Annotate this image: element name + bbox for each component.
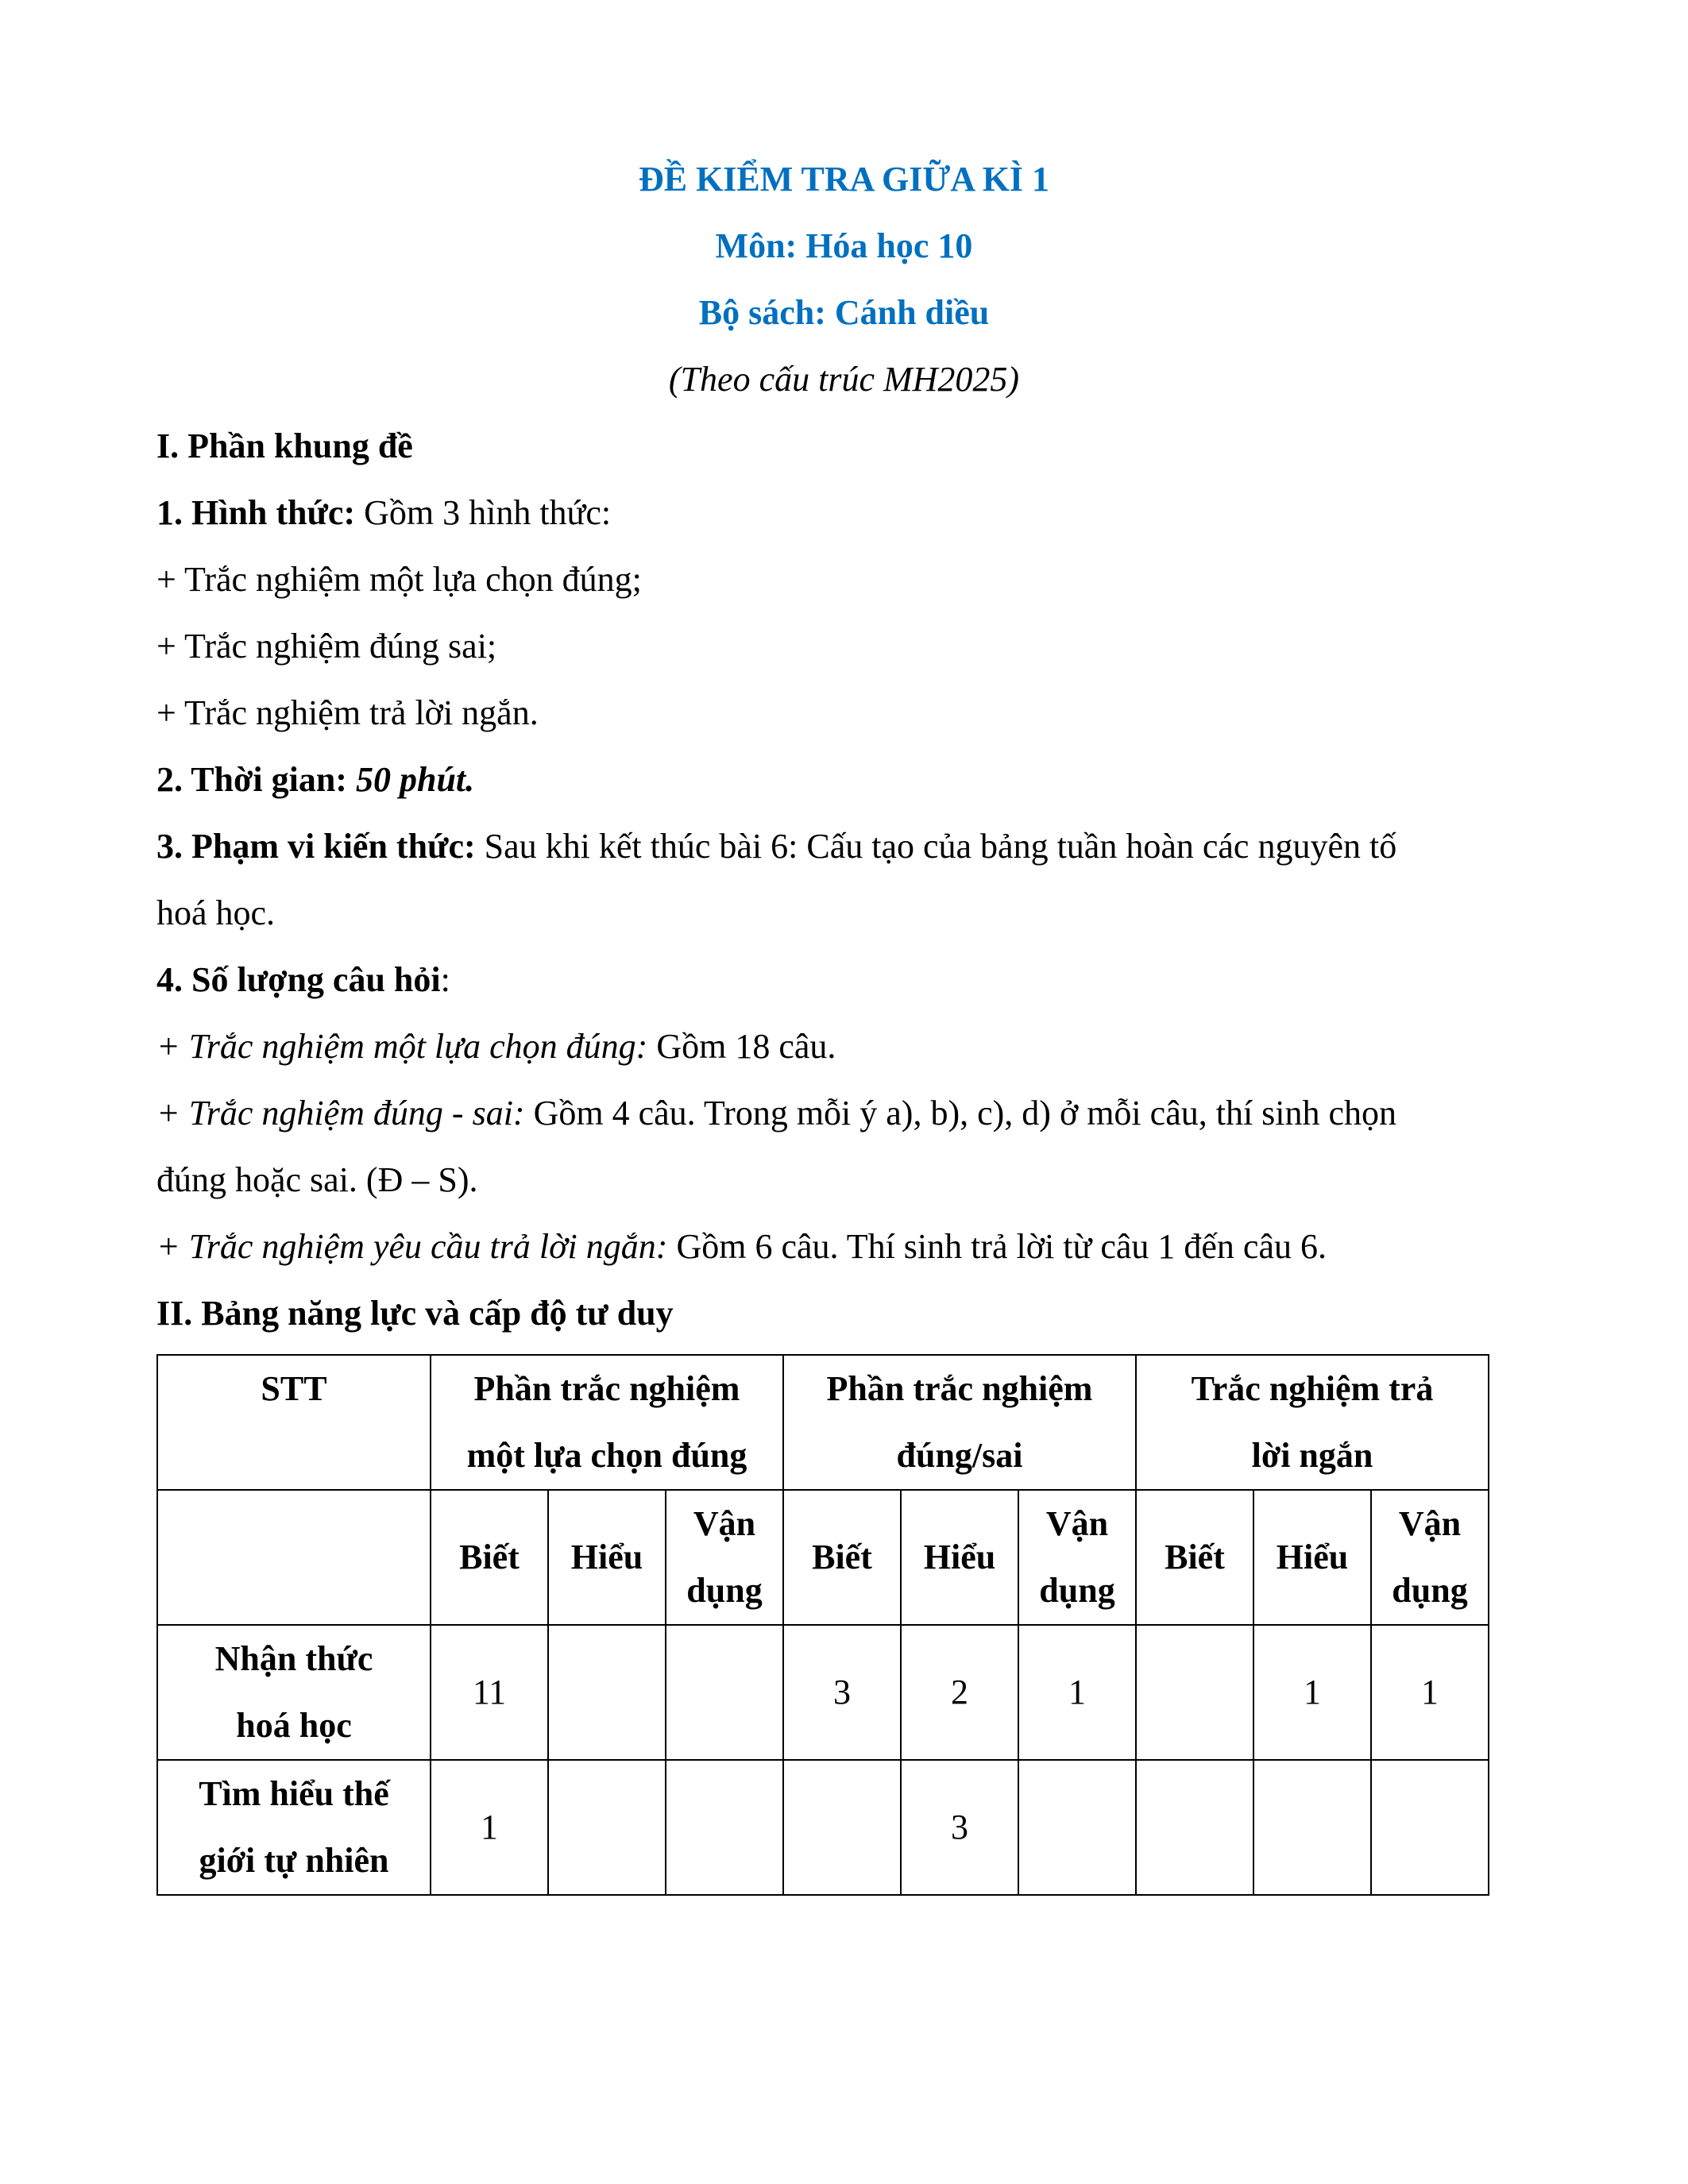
table-cell: 1: [1371, 1625, 1489, 1760]
level-vandung: Vận dụng: [1371, 1490, 1489, 1625]
table-cell: 1: [1253, 1625, 1371, 1760]
table-cell: [548, 1625, 666, 1760]
scope-label: 3. Phạm vi kiến thức:: [156, 827, 476, 866]
level-hieu: Hiểu: [548, 1490, 666, 1625]
count-tf-continued: đúng hoặc sai. (Đ – S).: [156, 1160, 478, 1199]
section1-heading: I. Phần khung đề: [156, 426, 413, 465]
table-cell: [548, 1760, 666, 1895]
count-mc-text: Gồm 18 câu.: [647, 1027, 836, 1066]
table-cell: [666, 1760, 783, 1895]
table-cell: [783, 1760, 901, 1895]
table-level-row: [157, 1490, 1489, 1625]
scope-text-continued: hoá học.: [156, 893, 276, 932]
table-header-row: [157, 1355, 1489, 1490]
scope-text: Sau khi kết thúc bài 6: Cấu tạo của bảng tuần hoàn các nguyên tố: [475, 827, 1397, 866]
form-item: + Trắc nghiệm đúng sai;: [156, 627, 497, 666]
group-header-sa: Trắc nghiệm trả lời ngắn: [1136, 1355, 1489, 1490]
book-title: Bộ sách: Cánh diều: [698, 293, 990, 332]
count-mc: [156, 1024, 1555, 1069]
stt-header: STT: [157, 1355, 431, 1490]
form-text: Gồm 3 hình thức:: [355, 493, 612, 532]
count-sa-label: + Trắc nghiệm yêu cầu trả lời ngắn:: [156, 1227, 668, 1266]
table-cell: [1136, 1625, 1253, 1760]
count-mc-label: + Trắc nghiệm một lựa chọn đúng:: [156, 1027, 648, 1066]
table-cell: 2: [901, 1625, 1018, 1760]
count-tf-text: Gồm 4 câu. Trong mỗi ý a), b), c), d) ở mỗi câu, thí sinh chọn: [524, 1094, 1397, 1133]
time-label: 2. Thời gian:: [156, 760, 356, 799]
count-sa: [156, 1225, 1555, 1269]
level-biet: Biết: [783, 1490, 901, 1625]
table-cell: 1: [431, 1760, 548, 1895]
group-header-mc: Phần trắc nghiệm một lựa chọn đúng: [431, 1355, 783, 1490]
time-value: 50 phút.: [355, 760, 475, 799]
table-cell: 1: [1018, 1625, 1136, 1760]
count-tf-label: + Trắc nghiệm đúng - sai:: [156, 1094, 525, 1133]
time-paragraph: [156, 758, 1555, 802]
table-row: [157, 1625, 1489, 1760]
level-hieu: Hiểu: [901, 1490, 1018, 1625]
row-label: Tìm hiểu thế giới tự nhiên: [157, 1760, 431, 1895]
count-label: 4. Số lượng câu hỏi: [156, 960, 441, 999]
section2-heading: II. Bảng năng lực và cấp độ tư duy: [156, 1294, 674, 1333]
group-header-tf: Phần trắc nghiệm đúng/sai: [783, 1355, 1136, 1490]
table-cell: [666, 1625, 783, 1760]
table-cell: 3: [901, 1760, 1018, 1895]
level-biet: Biết: [431, 1490, 548, 1625]
row-label: Nhận thức hoá học: [157, 1625, 431, 1760]
subject-title: Môn: Hóa học 10: [715, 226, 973, 265]
table-row: [157, 1760, 1489, 1895]
table-cell: [1018, 1760, 1136, 1895]
level-hieu: Hiểu: [1253, 1490, 1371, 1625]
table-cell: 3: [783, 1625, 901, 1760]
table-cell: [1371, 1760, 1489, 1895]
exam-title: ĐỀ KIỂM TRA GIỮA KÌ 1: [638, 160, 1050, 199]
count-colon: :: [440, 960, 450, 999]
empty-cell: [157, 1490, 431, 1625]
structure-note: (Theo cấu trúc MH2025): [668, 360, 1020, 399]
level-vandung: Vận dụng: [666, 1490, 783, 1625]
level-biet: Biết: [1136, 1490, 1253, 1625]
table-cell: [1136, 1760, 1253, 1895]
competency-table: [156, 1354, 1489, 1896]
count-sa-text: Gồm 6 câu. Thí sinh trả lời từ câu 1 đến câu 6.: [667, 1227, 1327, 1266]
level-vandung: Vận dụng: [1018, 1490, 1136, 1625]
count-tf: [156, 1091, 1555, 1136]
form-item: + Trắc nghiệm trả lời ngắn.: [156, 693, 539, 732]
scope-paragraph: [156, 824, 1555, 869]
count-paragraph: [156, 958, 1555, 1002]
form-paragraph: [156, 491, 1555, 535]
table-cell: [1253, 1760, 1371, 1895]
form-label: 1. Hình thức:: [156, 493, 356, 532]
table-cell: 11: [431, 1625, 548, 1760]
form-item: + Trắc nghiệm một lựa chọn đúng;: [156, 560, 642, 599]
